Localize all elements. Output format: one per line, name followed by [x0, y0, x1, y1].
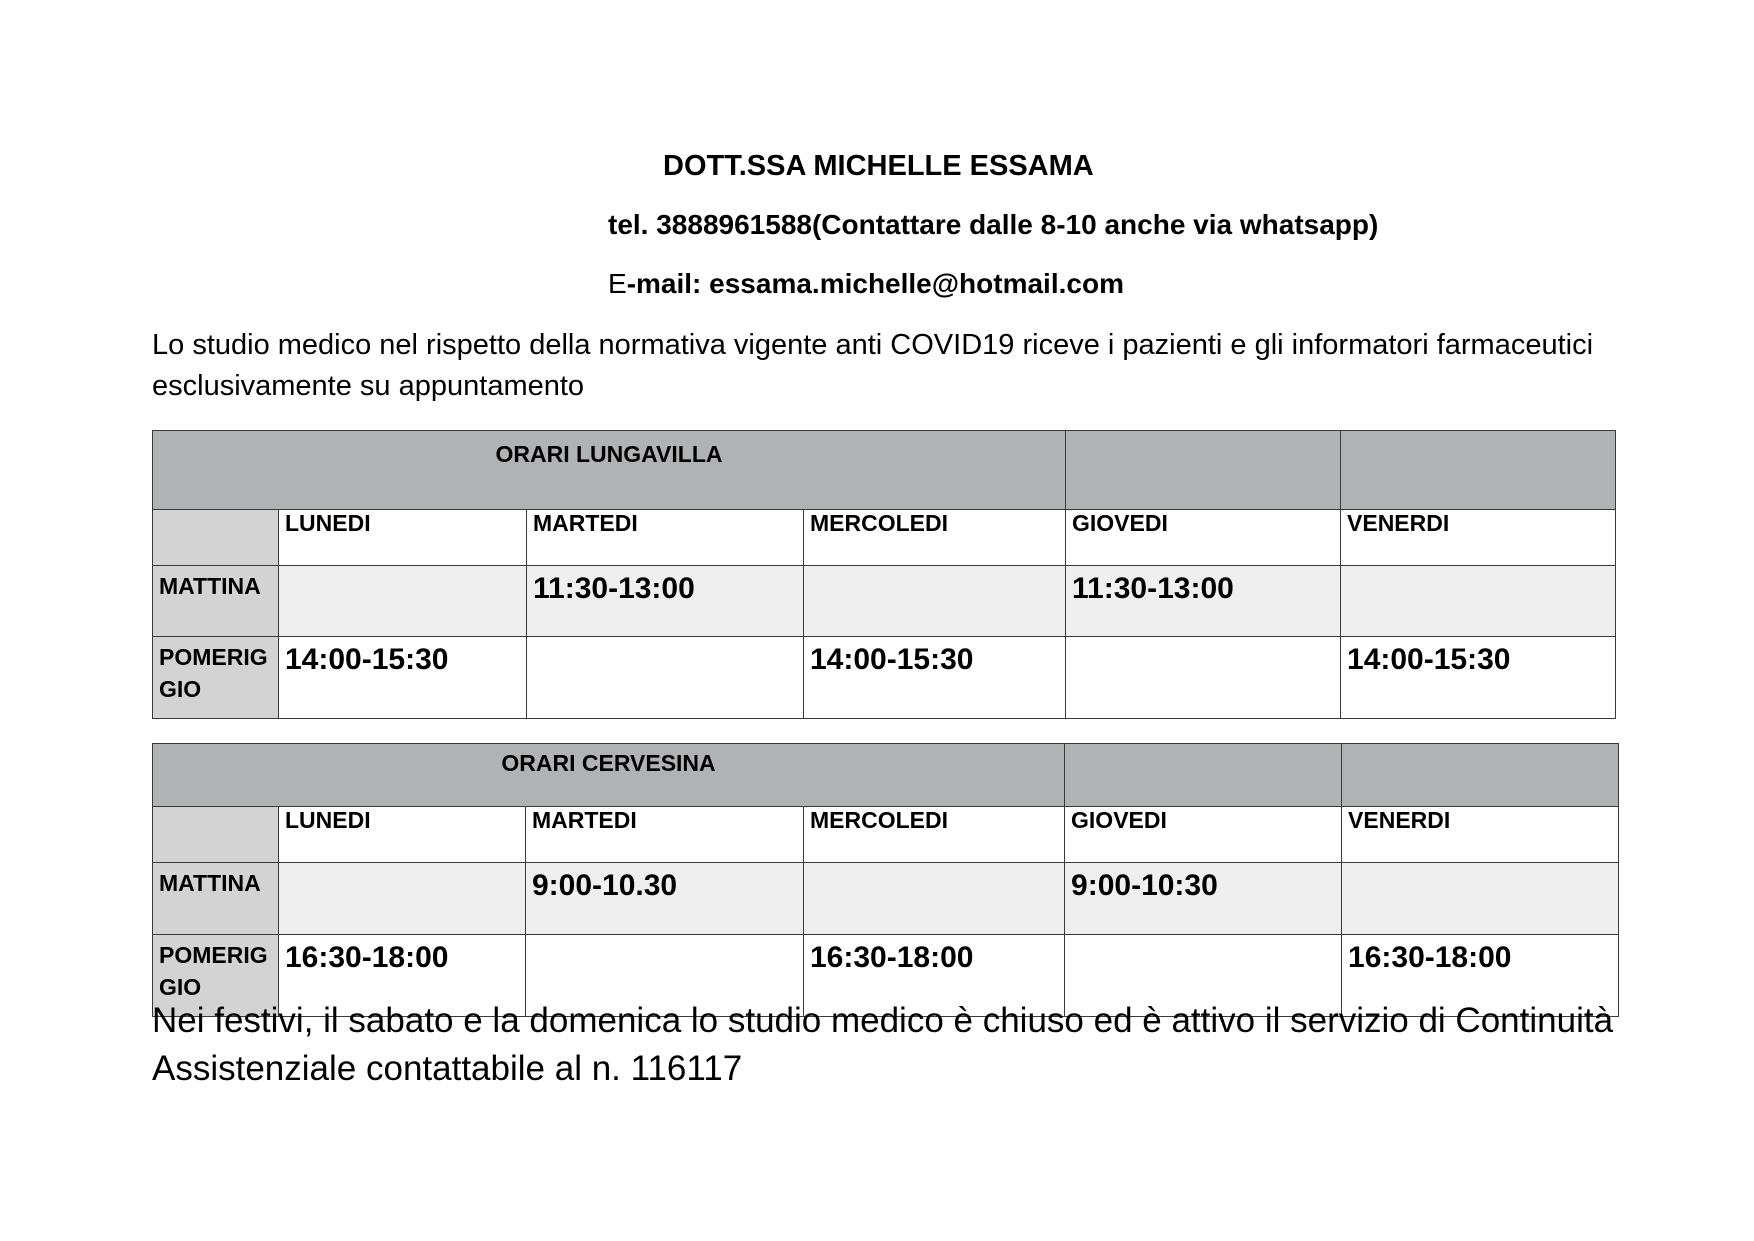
morning-row: [153, 863, 1619, 935]
time-cell: [1066, 637, 1341, 719]
row-label-afternoon: POMERIGGIO: [153, 637, 279, 719]
table-header-row: [153, 431, 1616, 510]
time-cell: [1342, 863, 1619, 935]
corner-cell: [153, 510, 279, 566]
row-label-morning: MATTINA: [153, 863, 279, 935]
table-title: ORARI CERVESINA: [153, 744, 1065, 807]
table-title: ORARI LUNGAVILLA: [153, 431, 1066, 510]
day-label: LUNEDI: [279, 510, 527, 566]
header-empty-cell: [1065, 744, 1342, 807]
time-cell: 9:00-10.30: [526, 863, 804, 935]
day-label: LUNEDI: [279, 807, 526, 863]
email-address: essama.michelle@hotmail.com: [709, 268, 1124, 299]
email-prefix: E: [608, 268, 627, 299]
time-cell: [1341, 566, 1616, 637]
days-row: [153, 510, 1616, 566]
intro-paragraph: Lo studio medico nel rispetto della normativa vigente anti COVID19 riceve i pazienti e gli informatori farmaceutici esclusivamente su appuntamento: [152, 329, 1594, 402]
phone-line: tel. 3888961588(Contattare dalle 8-10 anche via whatsapp): [608, 209, 1379, 240]
time-cell: 14:00-15:30: [1341, 637, 1616, 719]
time-cell: 16:30-18:00: [1342, 935, 1619, 1017]
row-label-afternoon: POMERIGGIO: [153, 935, 279, 1017]
footer-paragraph: Nei festivi, il sabato e la domenica lo studio medico è chiuso ed è attivo il servizio di Continuità Assistenziale contattabile al n. 116117: [152, 1001, 1614, 1088]
day-label: GIOVEDI: [1066, 510, 1341, 566]
day-label: MARTEDI: [526, 807, 804, 863]
time-cell: [804, 566, 1066, 637]
time-cell: 9:00-10:30: [1065, 863, 1342, 935]
doctor-name: DOTT.SSA MICHELLE ESSAMA: [663, 150, 1094, 182]
corner-cell: [153, 807, 279, 863]
time-cell: [527, 637, 804, 719]
day-label: GIOVEDI: [1065, 807, 1342, 863]
time-cell: 14:00-15:30: [804, 637, 1066, 719]
time-cell: [804, 863, 1065, 935]
day-label: MERCOLEDI: [804, 510, 1066, 566]
schedule-table-cervesina: [152, 743, 1619, 1017]
morning-row: [153, 566, 1616, 637]
row-label-morning: MATTINA: [153, 566, 279, 637]
day-label: VENERDI: [1342, 807, 1619, 863]
time-cell: 16:30-18:00: [804, 935, 1065, 1017]
header-empty-cell: [1341, 431, 1616, 510]
days-row: [153, 807, 1619, 863]
time-cell: [279, 863, 526, 935]
day-label: MERCOLEDI: [804, 807, 1065, 863]
email-label: -mail:: [626, 268, 710, 299]
day-label: MARTEDI: [527, 510, 804, 566]
header-empty-cell: [1342, 744, 1619, 807]
header-empty-cell: [1066, 431, 1341, 510]
table-header-row: [153, 744, 1619, 807]
time-cell: 14:00-15:30: [279, 637, 527, 719]
day-label: VENERDI: [1341, 510, 1616, 566]
schedule-table-lungavilla: [152, 430, 1616, 719]
afternoon-row: [153, 637, 1616, 719]
time-cell: 16:30-18:00: [279, 935, 526, 1017]
time-cell: [279, 566, 527, 637]
time-cell: 11:30-13:00: [1066, 566, 1341, 637]
time-cell: 11:30-13:00: [527, 566, 804, 637]
email-line: [608, 268, 1124, 300]
